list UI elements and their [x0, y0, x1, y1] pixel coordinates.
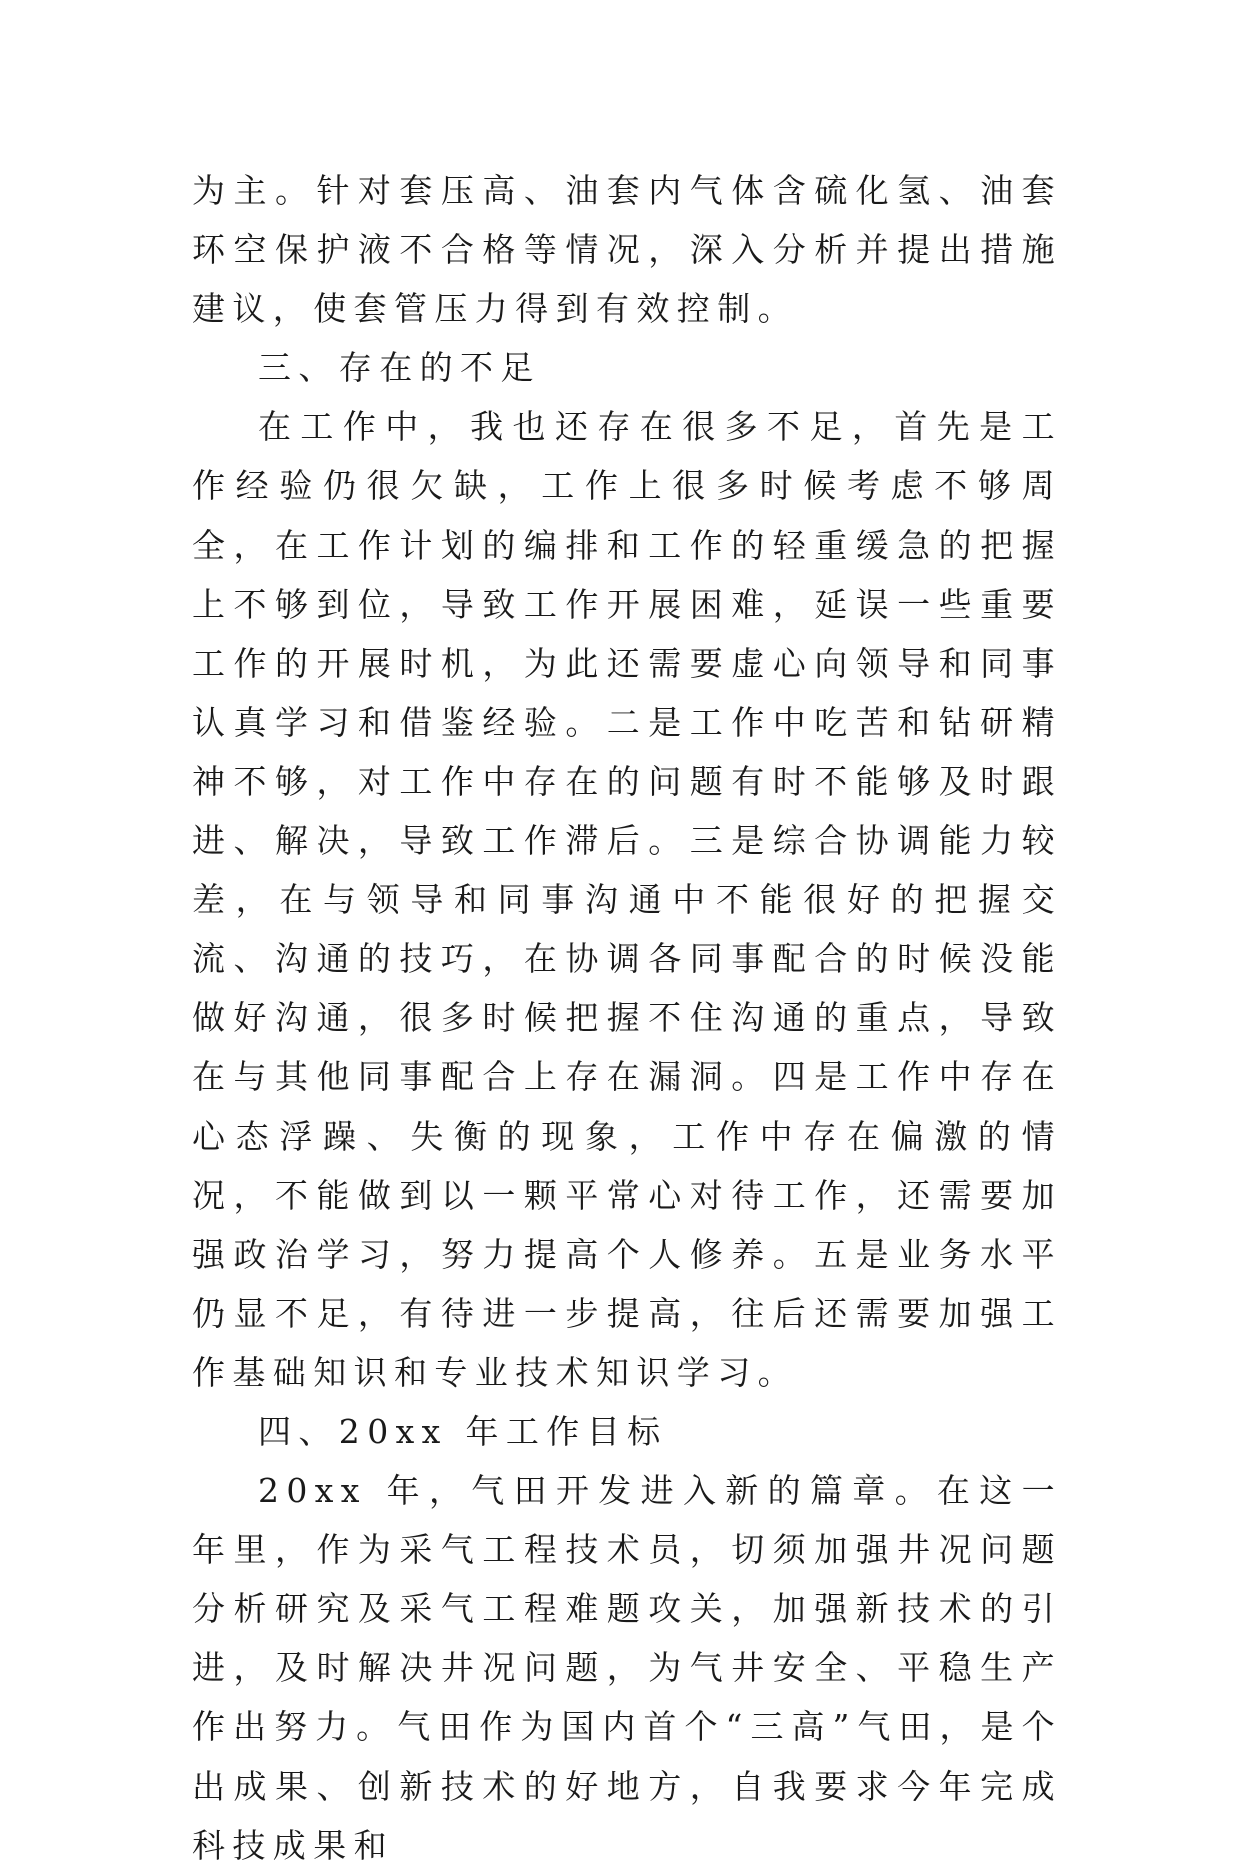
paragraph-continuation: 为主。针对套压高、油套内气体含硫化氢、油套环空保护液不合格等情况，深入分析并提出措施建议，使套管压力得到有效控制。 — [192, 171, 1062, 329]
paragraph-shortcomings: 在工作中，我也还存在很多不足，首先是工作经验仍很欠缺，工作上很多时候考虑不够周全，在工作计划的编排和工作的轻重缓急的把握上不够到位，导致工作开展困难，延误一些重要工作的开展时机，为此还需要虚心向领导和同事认真学习和借鉴经验。二是工作中吃苦和钻研精神不够，对工作中存在的问题有时不能够及时跟进、解决，导致工作滞后。三是综合协调能力较差，在与领导和同事沟通中不能很好的把握交流、沟通的技巧，在协调各同事配合的时候没能做好沟通，很多时候把握不住沟通的重点，导致在与其他同事配合上存在漏洞。四是工作中存在心态浮躁、失衡的现象，工作中存在偏激的情况，不能做到以一颗平常心对待工作，还需要加强政治学习，努力提高个人修养。五是业务水平仍显不足，有待进一步提高，往后还需要加强工作基础知识和专业技术知识学习。 — [192, 407, 1062, 1392]
document-body — [192, 161, 1062, 1875]
paragraph-goals: 20xx 年，气田开发进入新的篇章。在这一年里，作为采气工程技术员，切须加强井况问题分析研究及采气工程难题攻关，加强新技术的引进，及时解决井况问题，为气井安全、平稳生产作出努力。气田作为国内首个“三高”气田，是个出成果、创新技术的好地方，自我要求今年完成科技成果和 — [192, 1471, 1062, 1865]
section-heading-shortcomings: 三、存在的不足 — [258, 348, 541, 388]
section-heading-goals: 四、20xx 年工作目标 — [258, 1411, 668, 1451]
